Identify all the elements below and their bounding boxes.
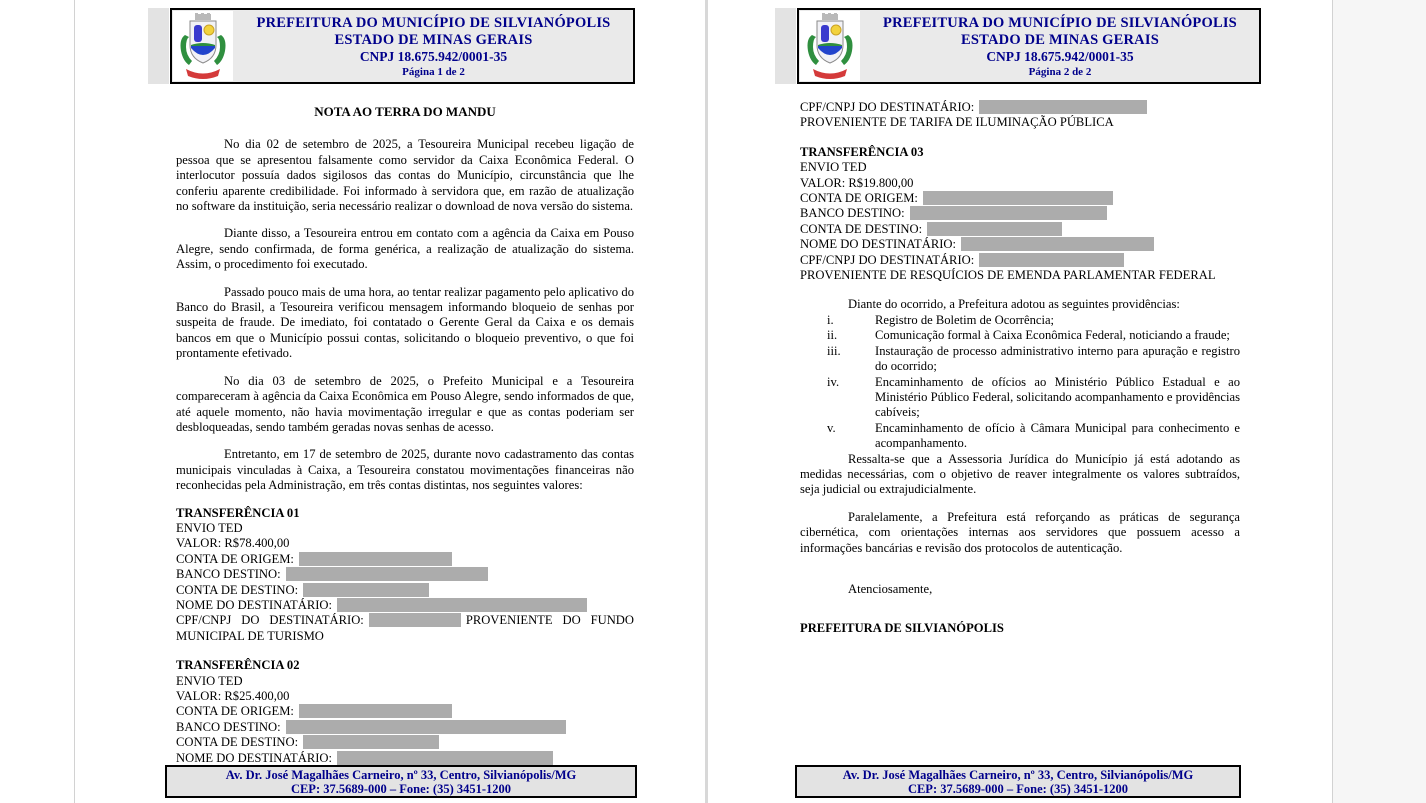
transfer-row [176,536,634,551]
transfer-row [176,674,634,689]
transfer-row-label: NOME DO DESTINATÁRIO: [176,750,333,765]
transfer-row-label: CONTA DE DESTINO: [176,735,299,750]
transfer-row-label: CONTA DE ORIGEM: [176,704,294,719]
paragraph: Paralelamente, a Prefeitura está reforçando as práticas de segurança cibernética, com orientações internas aos servidores que possuem acesso a informações bancárias e revisão dos protocolos de autenticação. [800,509,1240,555]
list-item-text: Encaminhamento de ofício à Câmara Municipal para conhecimento e acompanhamento. [875,420,1240,451]
transfer-row [800,100,1240,115]
header-org-name: PREFEITURA DO MUNICÍPIO DE SILVIANÓPOLIS [883,15,1237,31]
transfer-row [800,191,1240,206]
paragraph: No dia 02 de setembro de 2025, a Tesoureira Municipal recebeu ligação de pessoa que se apresentou falsamente como servidor da Caixa Econômica Federal. O interlocutor possuía dados sigilosos das contas do Município, circunstância que lhe conferiu aparente credibilidade. Foi informado à servidora que, em razão de atualização no software da instituição, seria necessário realizar o download de nova versão do sistema. [176,137,634,214]
redacted-box [303,735,439,749]
redacted-box [923,191,1113,205]
transfer-row [800,222,1240,237]
transfer-row [176,583,634,598]
page-2-content [800,100,1240,637]
signature-line: PREFEITURA DE SILVIANÓPOLIS [800,621,1004,636]
transfer-rows [800,160,1240,283]
transfer-row [800,268,1240,283]
transfer-row [176,567,634,582]
list-item [827,375,1240,421]
transfer-row [176,552,634,567]
transfer-row [800,237,1240,252]
header-cnpj-line: CNPJ 18.675.942/0001-35 [359,49,508,64]
transfer-row-label: NOME DO DESTINATÁRIO: [800,237,957,252]
page-header [170,8,635,84]
list-item-marker: v. [827,420,836,435]
list-item [827,344,1240,375]
page-number-label: Página 1 de 2 [402,66,465,78]
transfer-row [176,751,634,766]
document-title: NOTA AO TERRA DO MANDU [314,104,496,119]
coat-of-arms-logo [800,11,860,81]
transfer-row-label: CPF/CNPJ DO DESTINATÁRIO: [800,100,975,114]
redacted-box [299,704,452,718]
header-state-line: ESTADO DE MINAS GERAIS [961,32,1159,48]
transfer-row-label: PROVENIENTE DE TARIFA DE ILUMINAÇÃO PÚBLICA [800,115,1114,130]
footer-address: Av. Dr. José Magalhães Carneiro, nº 33, Centro, Silvianópolis/MG [842,768,1194,782]
list-item [827,313,1240,328]
transfer-row-label: CPF/CNPJ DO DESTINATÁRIO: [800,252,975,267]
transfer-row-label: CONTA DE ORIGEM: [176,551,294,566]
measures-list [827,313,1240,452]
header-state-line: ESTADO DE MINAS GERAIS [334,32,533,48]
page-header [797,8,1261,84]
paragraph: Entretanto, em 17 de setembro de 2025, durante novo cadastramento das contas municipais vinculadas à Caixa, a Tesoureira constatou movimentações financeiras não reconhecidas pela Administração, em três contas distintas, nos seguintes valores: [176,447,634,493]
transfer-block-1 [176,506,634,645]
list-item [827,328,1240,343]
redacted-box [299,552,452,566]
page-number-label: Página 2 de 2 [1028,66,1092,78]
redacted-box [927,222,1062,236]
paragraph-group [176,137,634,493]
transfer-heading: TRANSFERÊNCIA 02 [176,658,300,673]
transfer-row-label: ENVIO TED [176,520,243,535]
viewport-left-edge [74,0,75,803]
transfer-row-label: ENVIO TED [176,673,243,688]
page-footer [795,765,1241,798]
list-item-text: Instauração de processo administrativo interno para apuração e registro do ocorrido; [875,343,1240,374]
page-1 [78,0,705,803]
transfer-row-label: VALOR: R$19.800,00 [800,175,914,190]
coat-of-arms-logo [173,11,233,81]
list-item-marker: iv. [827,374,840,389]
paragraph: Passado pouco mais de uma hora, ao tentar realizar pagamento pelo aplicativo do Banco do Brasil, a Tesoureira verificou mensagem informando bloqueio de senhas por suspeita de fraude. De imediato, foi contatado o Gerente Geral da Caixa e os demais bancos em que o Município possui contas, solicitando o bloqueio preventivo, o que foi prontamente efetivado. [176,284,634,361]
transfer-block-3 [800,145,1240,284]
redacted-box [337,751,553,765]
transfer-row-label: CONTA DE ORIGEM: [800,191,918,206]
measures-intro: Diante do ocorrido, a Prefeitura adotou as seguintes providências: [848,297,1180,312]
transfer-row-label: VALOR: R$78.400,00 [176,536,290,551]
transfer-row [800,115,1240,130]
page-footer [165,765,637,798]
transfer-rows [176,674,634,766]
transfer-row [176,704,634,719]
redacted-box [961,237,1154,251]
footer-address: Av. Dr. José Magalhães Carneiro, nº 33, Centro, Silvianópolis/MG [225,768,577,782]
redacted-box [286,720,566,734]
footer-contact: CEP: 37.5689-000 – Fone: (35) 3451-1200 [907,782,1129,796]
list-item-marker: ii. [827,328,838,343]
carryover-rows [800,100,1240,131]
list-item-text: Encaminhamento de ofícios ao Ministério Público Estadual e ao Ministério Público Federal, solicitando acompanhamento e providências cabíveis; [875,374,1240,420]
viewport-right-margin [1333,0,1426,803]
transfer-row [176,598,634,613]
transfer-heading: TRANSFERÊNCIA 01 [176,505,300,520]
header-text-block [234,10,633,82]
transfer-row-after: PROVENIENTE DO FUNDO MUNICIPAL DE TURISMO [176,613,634,643]
transfer-row [176,689,634,704]
paragraph: Ressalta-se que a Assessoria Jurídica do Município já está adotando as medidas necessárias, com o objetivo de reaver integralmente os valores subtraídos, seja judicial ou extrajudicialmente. [800,451,1240,497]
transfer-row [176,720,634,735]
redacted-box [979,100,1147,114]
transfer-rows [176,521,634,644]
list-item [827,421,1240,452]
paragraph: Diante disso, a Tesoureira entrou em contato com a agência da Caixa em Pouso Alegre, sendo confirmada, de forma genérica, a realização de atualização do sistema. Assim, o procedimento foi executado. [176,226,634,272]
transfer-row-label: VALOR: R$25.400,00 [176,689,290,703]
transfer-row [800,206,1240,221]
transfer-row [176,521,634,536]
header-org-name: PREFEITURA DO MUNICÍPIO DE SILVIANÓPOLIS [256,15,611,31]
transfer-row [176,735,634,750]
transfer-row-label: NOME DO DESTINATÁRIO: [176,597,333,612]
list-item-text: Registro de Boletim de Ocorrência; [875,312,1055,327]
list-item-text: Comunicação formal à Caixa Econômica Federal, noticiando a fraude; [875,328,1230,343]
transfer-block-2 [176,658,634,766]
transfer-row-label: BANCO DESTINO: [800,206,905,221]
transfer-row-label: PROVENIENTE DE RESQUÍCIOS DE EMENDA PARLAMENTAR FEDERAL [800,268,1216,283]
transfer-heading: TRANSFERÊNCIA 03 [800,144,924,159]
transfer-row-label: CONTA DE DESTINO: [800,221,923,236]
transfer-row-label: BANCO DESTINO: [176,567,281,582]
header-scan-strip [148,8,169,84]
redacted-box [286,567,488,581]
header-scan-strip [775,8,796,84]
transfer-row-label: BANCO DESTINO: [176,719,281,734]
transfer-row [800,176,1240,191]
transfer-row [800,253,1240,268]
page-1-content [176,100,634,766]
closing-paragraphs [800,452,1240,556]
transfer-row-label: CPF/CNPJ DO DESTINATÁRIO: [176,613,364,628]
transfer-row [800,160,1240,175]
footer-contact: CEP: 37.5689-000 – Fone: (35) 3451-1200 [290,782,512,796]
redacted-box [337,598,587,612]
transfer-row-label: CONTA DE DESTINO: [176,582,299,597]
redacted-box [979,253,1124,267]
list-item-marker: iii. [827,343,841,358]
salutation: Atenciosamente, [848,581,933,596]
redacted-box [369,613,461,627]
transfer-row-label: ENVIO TED [800,160,867,175]
header-text-block [861,10,1259,82]
page-2 [708,0,1332,803]
list-item-marker: i. [827,312,834,327]
redacted-box [910,206,1107,220]
redacted-box [303,583,429,597]
transfer-rows [800,100,1240,131]
transfer-row [176,613,634,644]
paragraph: No dia 03 de setembro de 2025, o Prefeito Municipal e a Tesoureira compareceram à agência da Caixa Econômica em Pouso Alegre, sendo informados de que, até aquele momento, não havia movimentação irregular e que as contas poderiam ser desbloqueadas, sendo também geradas novas senhas de acesso. [176,373,634,434]
header-cnpj-line: CNPJ 18.675.942/0001-35 [986,49,1134,64]
